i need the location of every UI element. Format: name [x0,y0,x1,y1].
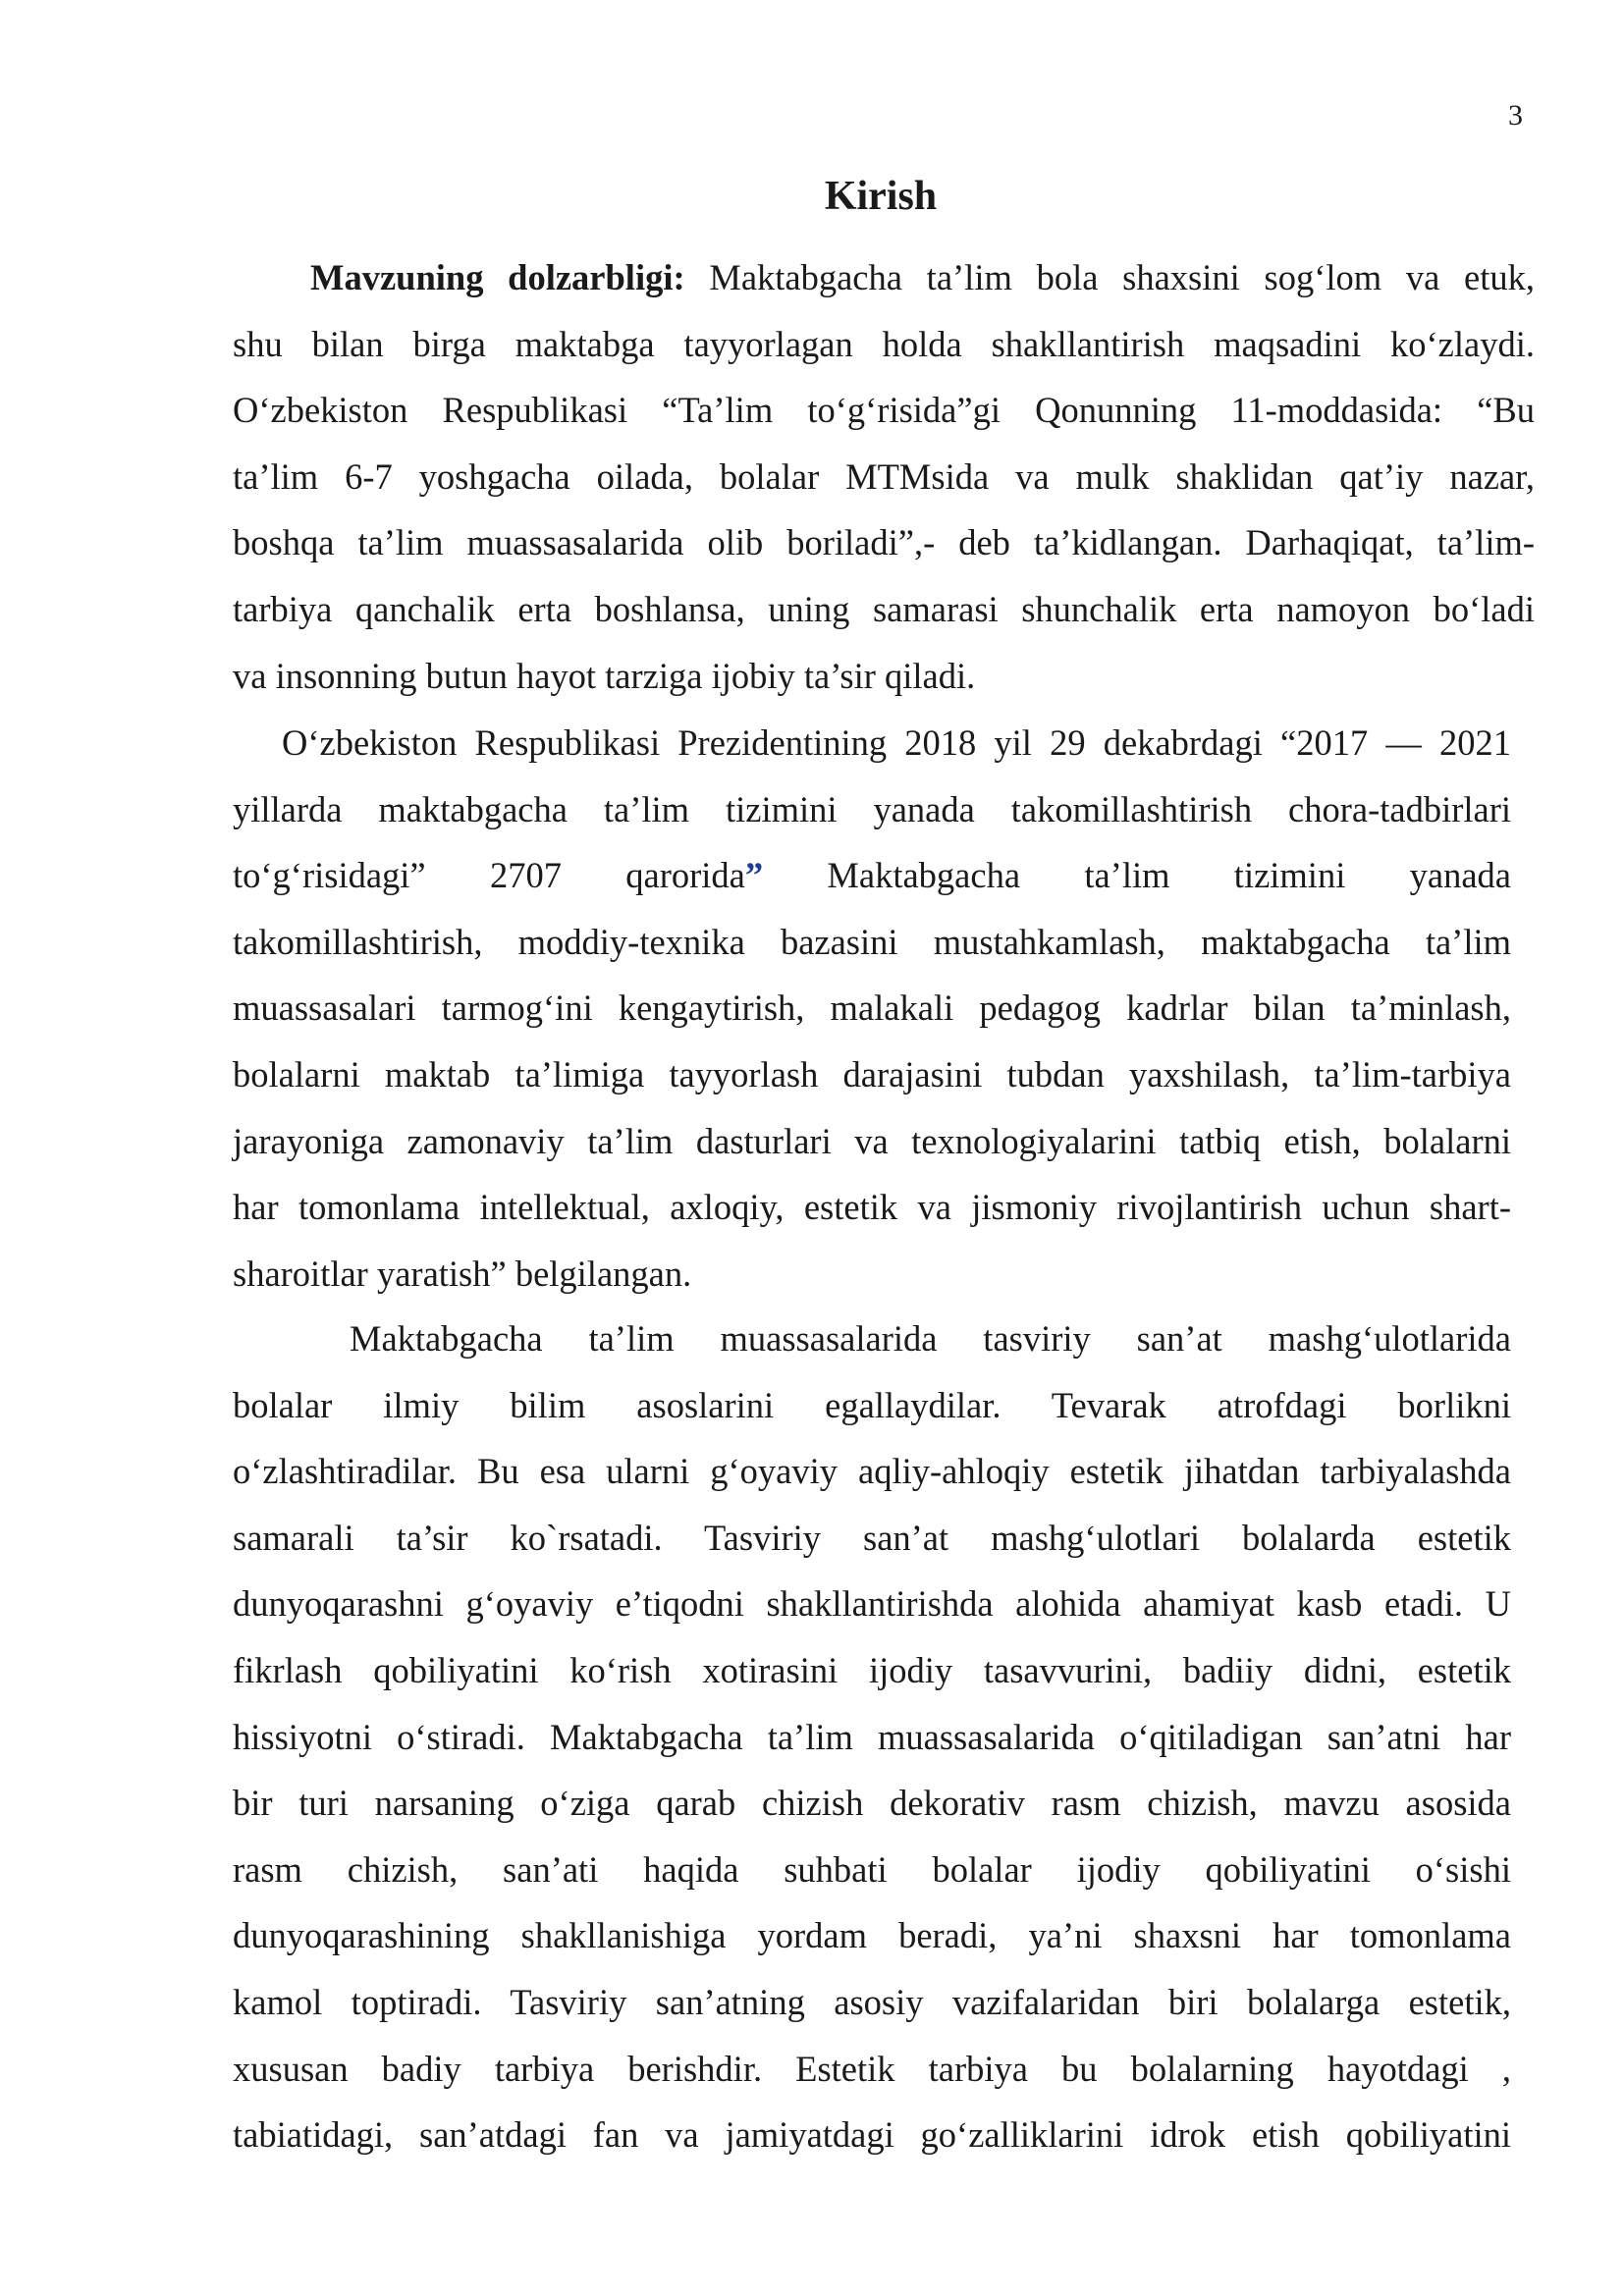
paragraph-line: dunyoqarashni g‘oyaviy e’tiqodni shakllantirishda alohida ahamiyat kasb etadi. U [233,1583,1511,1625]
paragraph-line: va insonning butun hayot tarziga ijobiy ta’sir qiladi. [233,655,976,696]
page-title: Kirish [824,174,938,219]
paragraph-line: O‘zbekiston Respublikasi “Ta’lim to‘g‘risida”gi Qonunning 11-moddasida: “Bu [233,390,1535,431]
paragraph-line: dunyoqarashining shakllanishiga yordam beradi, ya’ni shaxsni har tomonlama [233,1915,1511,1956]
paragraph-line: xususan badiy tarbiya berishdir. Estetik tarbiya bu bolalarning hayotdagi , [233,2048,1511,2089]
line-text: Maktabgacha ta’lim bola shaxsini sog‘lom va etuk, [684,257,1535,297]
paragraph-line: takomillashtirish, moddiy-texnika bazasini mustahkamlash, maktabgacha ta’lim [233,921,1511,962]
paragraph-line: O‘zbekiston Respublikasi Prezidentining 2018 yil 29 dekabrdagi “2017 — 2021 [282,722,1511,763]
paragraph-line: Maktabgacha ta’lim muassasalarida tasviriy san’at mashg‘ulotlarida [350,1318,1511,1359]
paragraph-fine-arts [233,1306,1511,2168]
line-text: to‘g‘risidagi” 2707 qarorida [233,855,745,896]
paragraph-relevance [233,244,1535,709]
closing-quote-mark: ” [744,855,764,896]
paragraph-line: bolalarni maktab ta’limiga tayyorlash darajasini tubdan yaxshilash, ta’lim-tarbiya [233,1053,1511,1095]
paragraph-line: yillarda maktabgacha ta’lim tizimini yanada takomillashtirish chora-tadbirlari [233,788,1511,829]
paragraph-line: hissiyotni o‘stiradi. Maktabgacha ta’lim muassasalarida o‘qitiladigan san’atni har [233,1716,1511,1757]
paragraph-line: o‘zlashtiradilar. Bu esa ularni g‘oyaviy aqliy-ahloqiy estetik jihatdan tarbiyalashda [233,1451,1511,1492]
paragraph-line [233,842,1511,909]
paragraph-line: jarayoniga zamonaviy ta’lim dasturlari va texnologiyalarini tatbiq etish, bolalarni [233,1120,1511,1161]
paragraph-line: samarali ta’sir ko`rsatadi. Tasviriy san’at mashg‘ulotlari bolalarda estetik [233,1517,1511,1558]
paragraph-line: bolalar ilmiy bilim asoslarini egallaydilar. Tevarak atrofdagi borlikni [233,1384,1511,1425]
paragraph-line: bir turi narsaning o‘ziga qarab chizish dekorativ rasm chizish, mavzu asosida [233,1783,1511,1824]
paragraph-line: sharoitlar yaratish” belgilangan. [233,1253,692,1294]
line-text: Maktabgacha ta’lim tizimini yanada [763,855,1512,896]
paragraph-line: tarbiya qanchalik erta boshlansa, uning samarasi shunchalik erta namoyon bo‘ladi [233,588,1535,629]
paragraph-presidential-decree [233,710,1511,1307]
paragraph-line: kamol toptiradi. Tasviriy san’atning asosiy vazifalaridan biri bolalarga estetik, [233,1981,1511,2022]
paragraph-line: muassasalari tarmog‘ini kengaytirish, malakali pedagog kadrlar bilan ta’minlash, [233,988,1511,1029]
paragraph-line: boshqa ta’lim muassasalarida olib boriladi”,- deb ta’kidlangan. Darhaqiqat, ta’lim- [233,522,1535,563]
paragraph-line [233,244,1535,311]
paragraph-line: ta’lim 6-7 yoshgacha oilada, bolalar MTMsida va mulk shaklidan qat’iy nazar, [233,455,1535,497]
paragraph-line: rasm chizish, san’ati haqida suhbati bolalar ijodiy qobiliyatini o‘sishi [233,1848,1511,1890]
page-number: 3 [1508,99,1523,132]
paragraph-line: fikrlash qobiliyatini ko‘rish xotirasini ijodiy tasavvurini, badiiy didni, estetik [233,1649,1511,1690]
paragraph-line: tabiatidagi, san’atdagi fan va jamiyatdagi go‘zalliklarini idrok etish qobiliyatini [233,2114,1511,2156]
paragraph-line: shu bilan birga maktabga tayyorlagan holda shakllantirish maqsadini ko‘zlaydi. [233,323,1535,364]
paragraph-line: har tomonlama intellektual, axloqiy, estetik va jismoniy rivojlantirish uchun shart- [233,1187,1511,1228]
section-lead: Mavzuning dolzarbligi: [310,257,685,297]
